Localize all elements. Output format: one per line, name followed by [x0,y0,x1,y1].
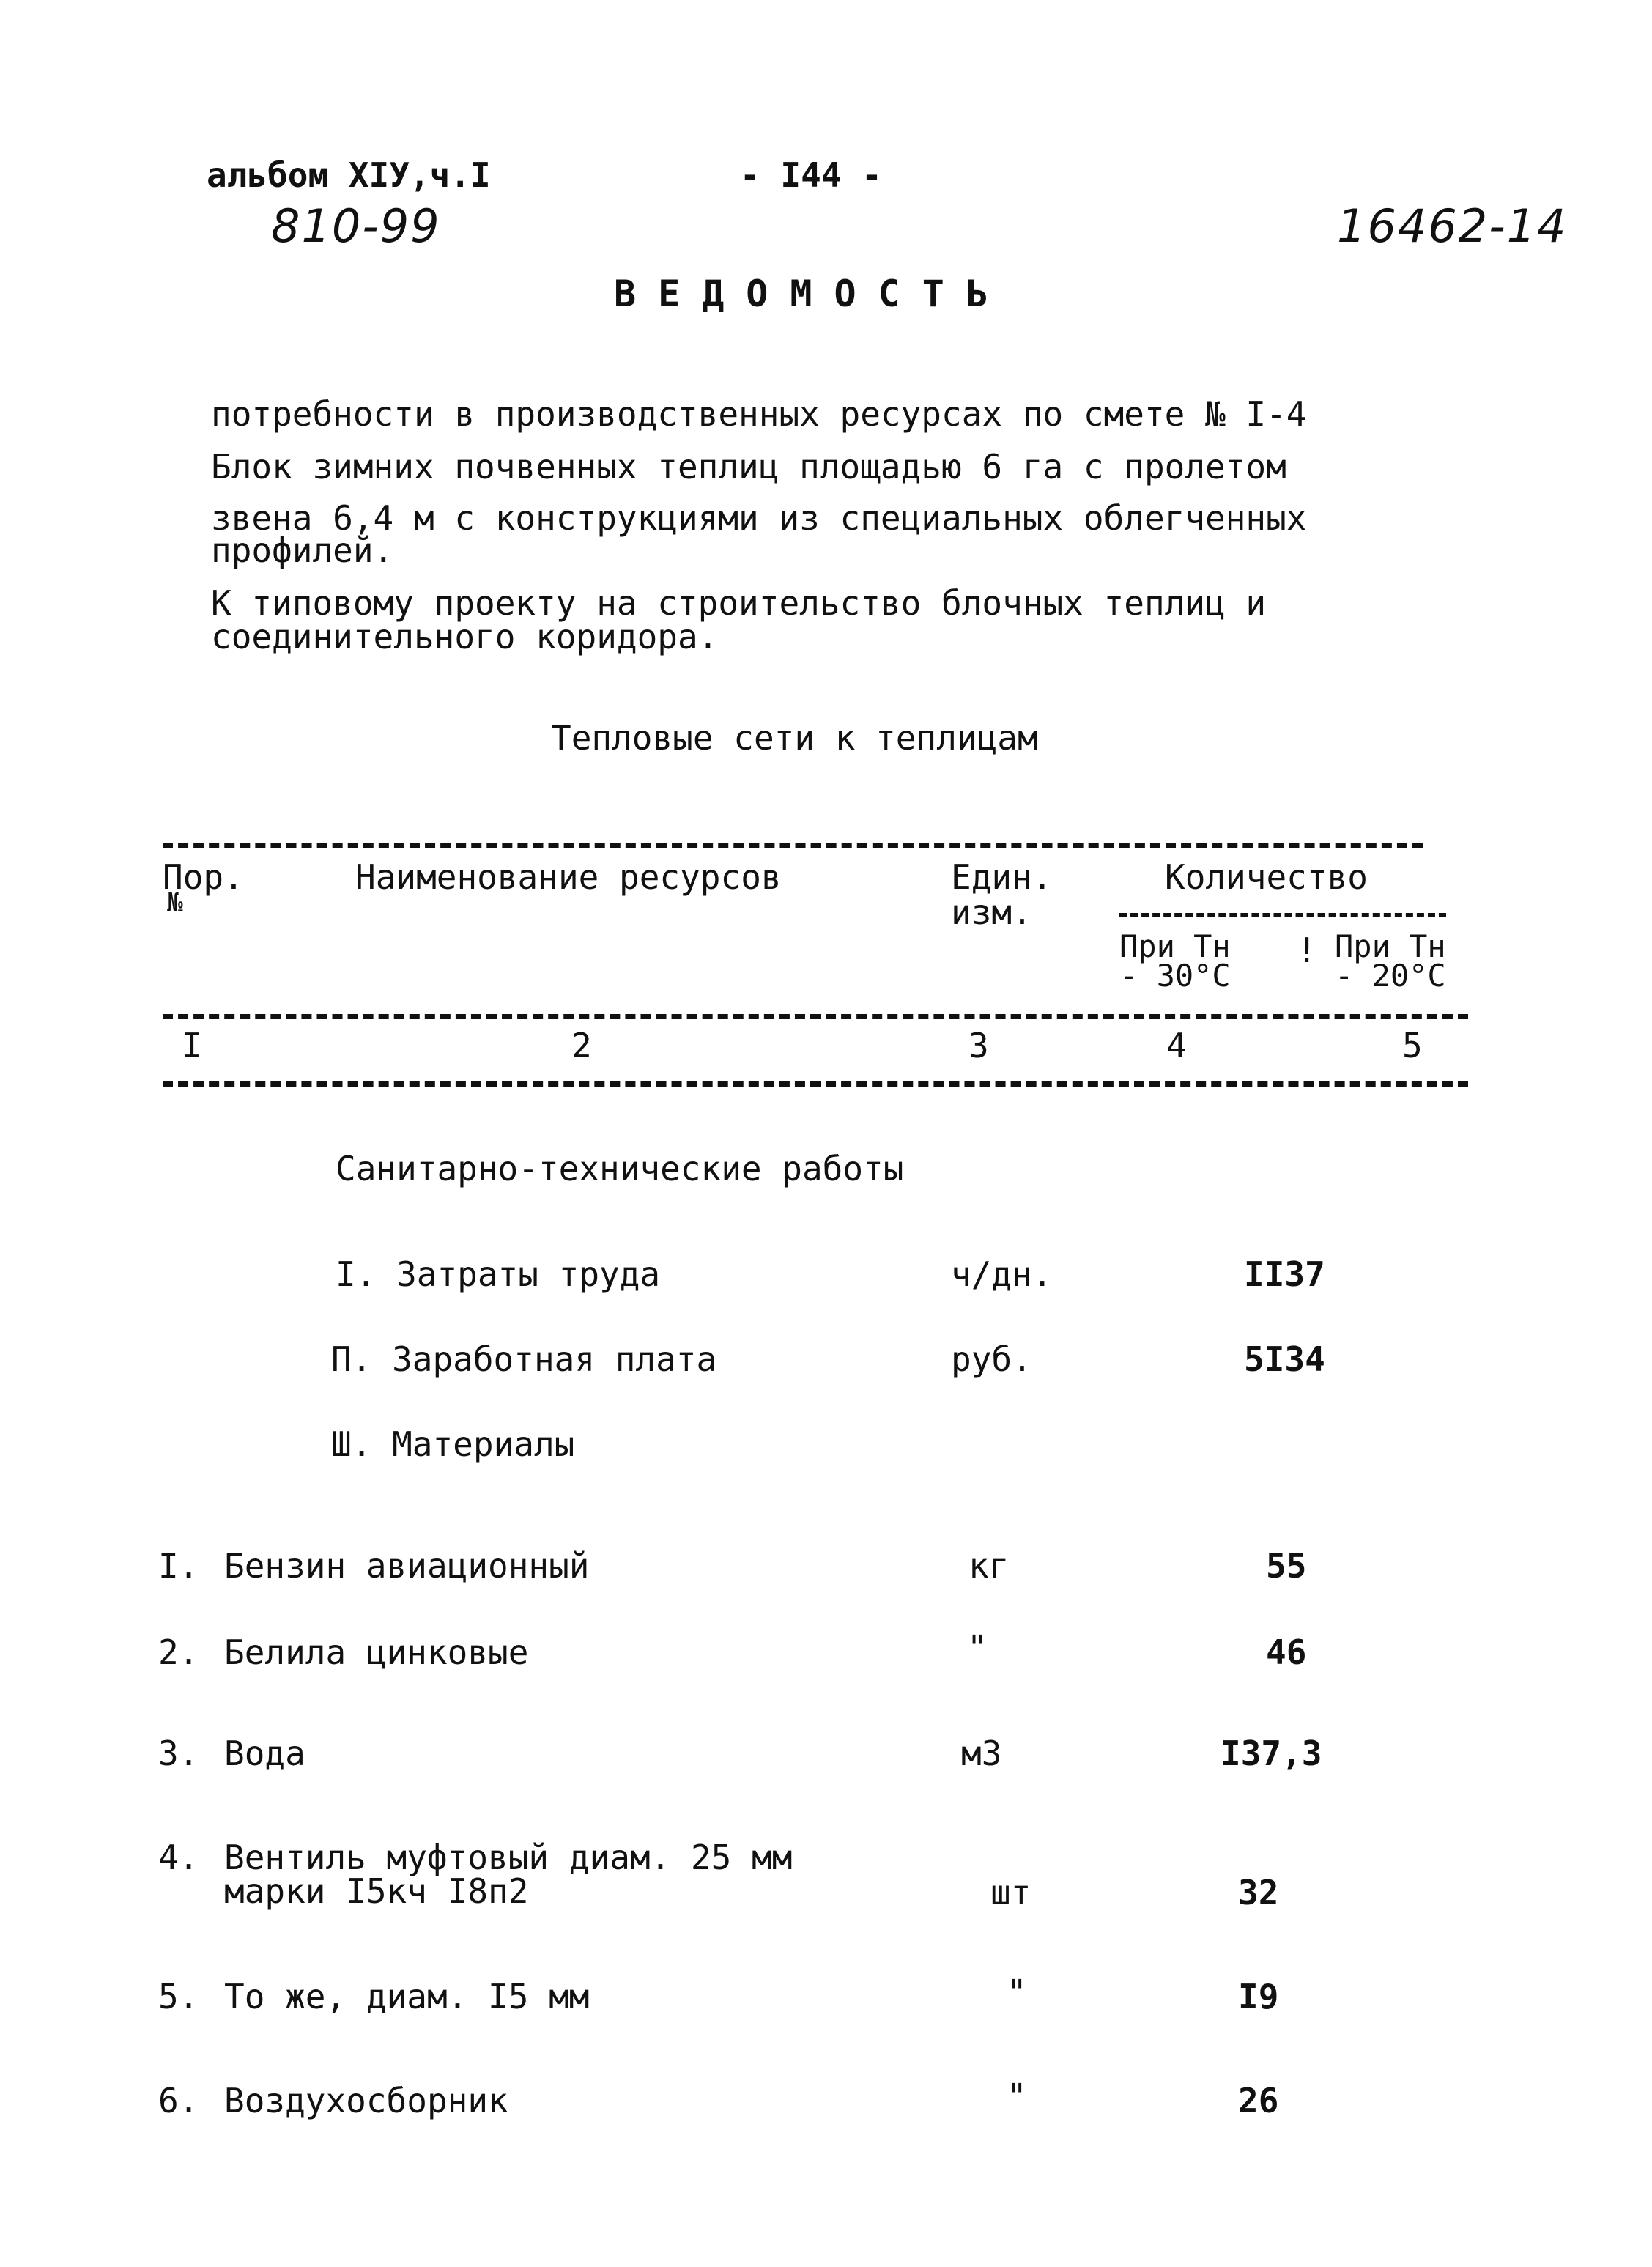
summary-label-labor: I. Затраты труда [336,1254,661,1294]
material-value-1: 55 [1266,1546,1307,1586]
material-name-4-line-2: марки I5кч I8п2 [224,1871,529,1911]
quantity-sub-rule [1119,913,1446,917]
col-4-header-line-1: При Тн [1119,928,1231,964]
handwritten-right-note: 16462-14 [1337,199,1568,253]
intro-line-5: К типовому проекту на строительство блочных теплиц и [211,583,1267,623]
intro-line-2: Блок зимних почвенных теплиц площадью 6 га с пролетом [211,447,1286,487]
summary-label-wages: П. Заработная плата [331,1339,717,1379]
album-reference: альбом XIУ,ч.I [207,155,491,195]
col-index-4: 4 [1166,1026,1187,1065]
material-unit-3: м3 [961,1734,1002,1773]
table-header-mid-rule [163,1014,1468,1019]
summary-unit-wages: руб. [951,1339,1032,1379]
work-section-title: Санитарно-технические работы [336,1149,904,1188]
intro-line-4: профилей. [211,530,394,570]
col-5-header-line-1: При Тн [1335,928,1446,964]
material-value-2: 46 [1266,1632,1307,1672]
material-name-6: Воздухосборник [224,2081,508,2120]
section-title: Тепловые сети к теплицам [551,718,1038,758]
intro-line-3: звена 6,4 м с конструкциями из специальных облегченных [211,498,1307,538]
material-number-6: 6. [158,2081,199,2120]
column-separator: ! [1297,931,1317,970]
material-number-3: 3. [158,1734,199,1773]
material-unit-5: " [1007,1972,1027,2012]
material-name-5: То же, диам. I5 мм [224,1977,590,2016]
material-name-4: Вентиль муфтовый диам. 25 мм [224,1838,793,1877]
intro-line-1: потребности в производственных ресурсах по смете № I-4 [211,394,1307,434]
material-value-6: 26 [1238,2081,1279,2120]
table-top-rule [163,843,1423,848]
col-index-3: 3 [968,1026,989,1065]
material-name-2: Белила цинковые [224,1632,529,1672]
summary-value-labor: II37 [1244,1254,1325,1294]
material-name-3: Вода [224,1734,305,1773]
col-4-header-line-2: - 30°С [1119,958,1231,994]
col-number-sign: № [167,888,183,918]
material-number-5: 5. [158,1977,199,2016]
page-number: - I44 - [740,155,882,195]
summary-value-wages: 5I34 [1244,1339,1325,1379]
material-unit-4: шт [990,1873,1031,1912]
material-number-4: 4. [158,1838,199,1877]
material-unit-1: кг [968,1546,1010,1586]
material-number-1: I. [158,1546,199,1586]
table-header-bottom-rule [163,1081,1468,1087]
col-name-header: Наименование ресурсов [355,857,782,897]
material-value-4: 32 [1238,1873,1279,1912]
col-index-2: 2 [571,1026,592,1065]
col-index-5: 5 [1402,1026,1423,1065]
summary-unit-labor: ч/дн. [951,1254,1053,1294]
material-value-3: I37,3 [1221,1734,1322,1773]
material-unit-2: " [967,1628,988,1668]
summary-label-materials: Ш. Материалы [331,1424,575,1464]
col-quantity-header: Количество [1165,857,1368,897]
col-index-1: I [182,1026,202,1065]
intro-line-6: соединительного коридора. [211,617,719,657]
handwritten-left-note: 810-99 [271,199,441,253]
material-number-2: 2. [158,1632,199,1672]
col-number-header: Пор. [163,857,244,897]
material-unit-6: " [1007,2076,1027,2116]
col-5-header-line-2: - 20°С [1335,958,1446,994]
col-unit-header-line-1: Един. [951,857,1053,897]
document-title: ВЕДОМОСТЬ [614,273,1010,315]
material-name-1: Бензин авиационный [224,1546,590,1586]
col-unit-header-line-2: изм. [951,892,1032,932]
material-value-5: I9 [1238,1977,1279,2016]
